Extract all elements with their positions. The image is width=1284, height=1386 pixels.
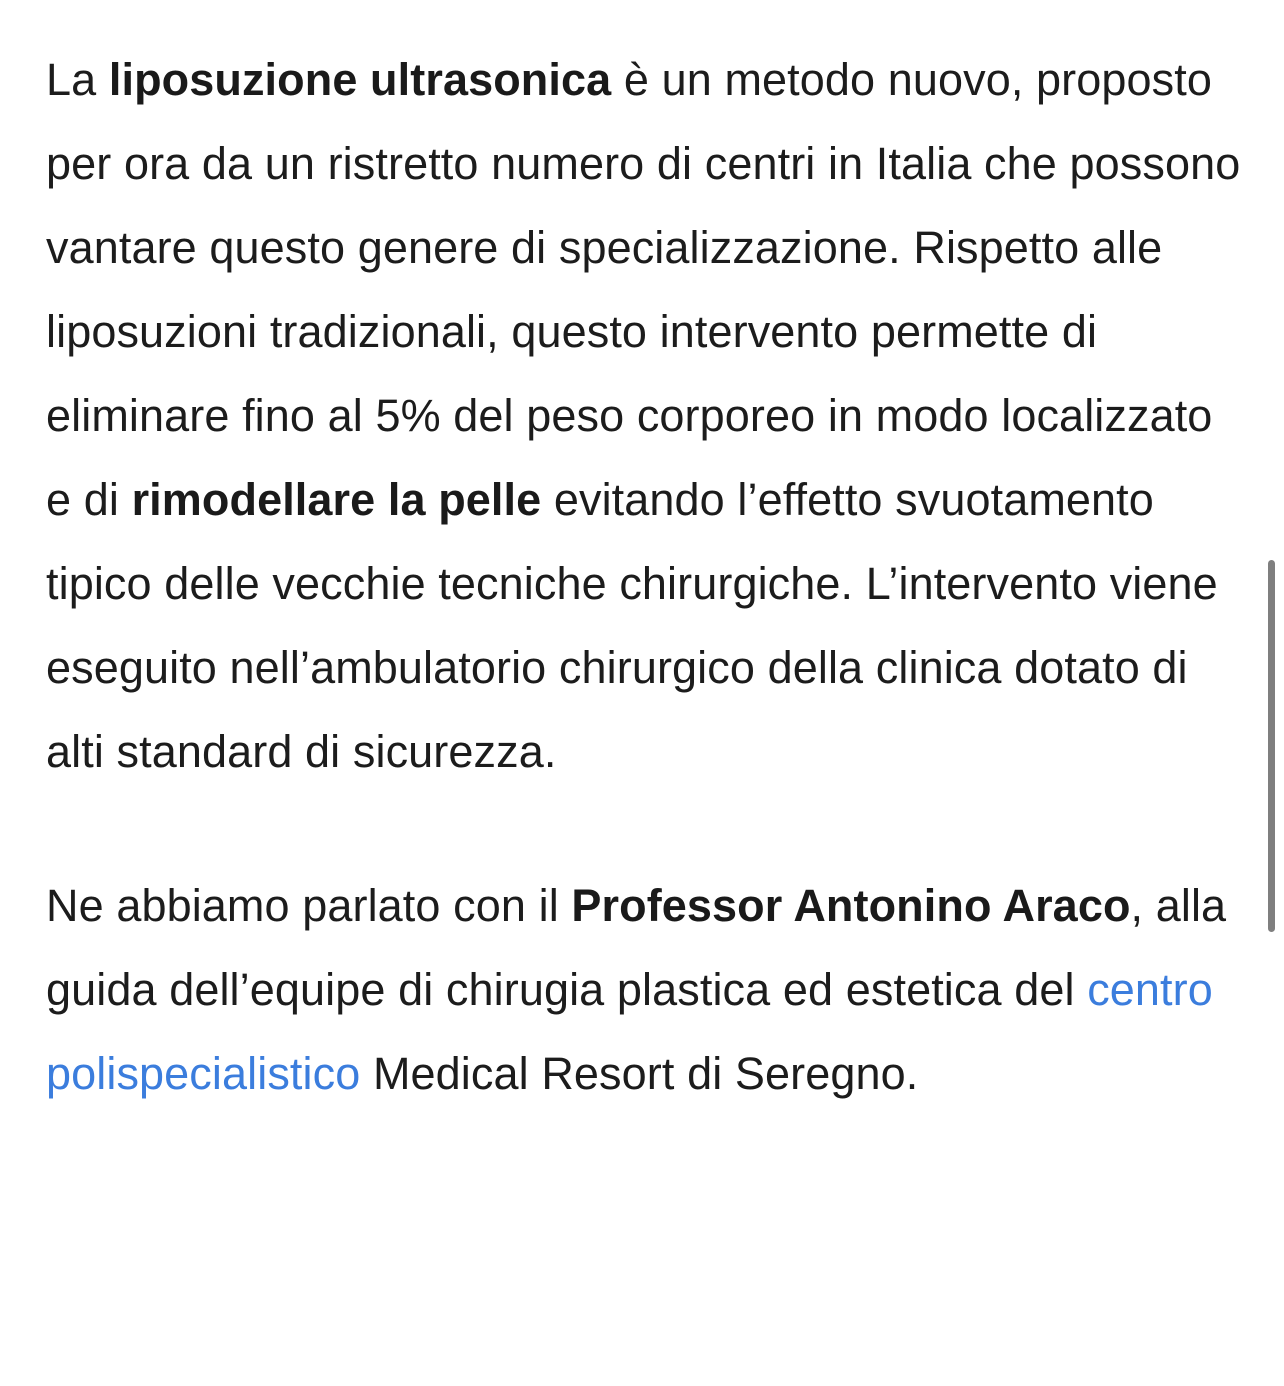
intro-text-2: è un metodo nuovo, proposto per ora da un ristretto numero di centri in Italia che possono vantare questo genere di specializzazione. Rispetto alle liposuzioni tradizionali, questo intervento permette di eliminare fino al 5% del peso corporeo in modo localizzato e di	[46, 54, 1241, 525]
vertical-scrollbar[interactable]	[1268, 560, 1275, 932]
bold-liposuzione-ultrasonica: liposuzione ultrasonica	[108, 54, 612, 105]
paragraph-intro	[46, 38, 1241, 794]
intro-text-1: La	[46, 54, 109, 105]
article-body	[46, 38, 1241, 1116]
interview-text-3: Medical Resort di Seregno.	[360, 1048, 919, 1099]
interview-text-2: , alla guida dell’equipe di chirugia plastica ed estetica del	[46, 880, 1227, 1015]
bold-rimodellare-la-pelle: rimodellare la pelle	[131, 474, 542, 525]
bold-professor-name: Professor Antonino Araco	[571, 880, 1131, 931]
intro-text-3: evitando l’effetto svuotamento tipico delle vecchie tecniche chirurgiche. L’intervento viene eseguito nell’ambulatorio chirurgico della clinica dotato di alti standard di sicurezza.	[46, 474, 1218, 777]
paragraph-interview	[46, 864, 1241, 1116]
interview-text-1: Ne abbiamo parlato con il	[46, 880, 572, 931]
centro-polispecialistico-link[interactable]: centro polispecialistico	[46, 964, 1213, 1099]
